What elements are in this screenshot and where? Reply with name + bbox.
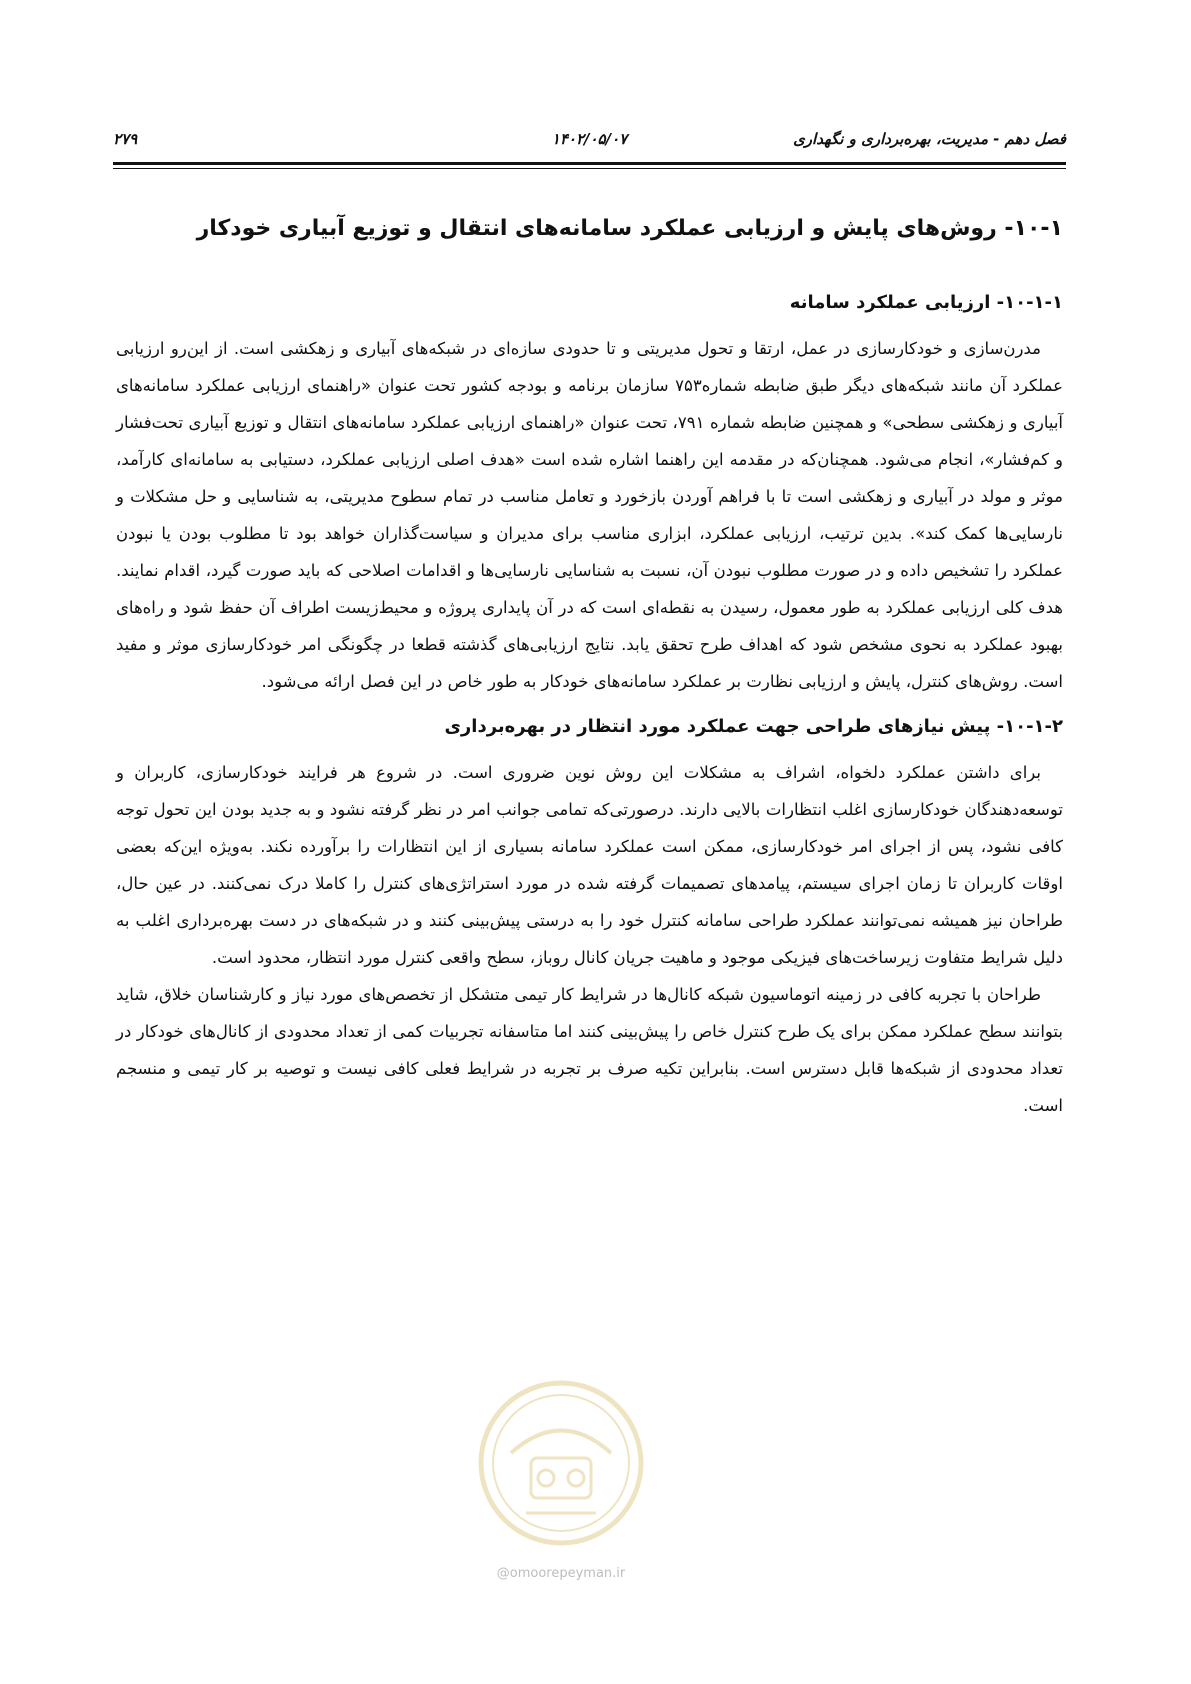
paragraph-1: مدرن‌سازی و خودکارسازی در عمل، ارتقا و تحول مدیریتی و تا حدودی سازه‌ای در شبکه‌های آبیاری و زهکشی است. از این‌رو ارزیابی عملکرد آن مانند شبکه‌های دیگر طبق ضابطه شماره۷۵۳ سازمان برنامه و بودجه کشور تحت عنوان «راهنمای ارزیابی عملکرد سامانه‌های آبیاری و زهکشی سطحی» و همچنین ضابطه شماره ۷۹۱، تحت عنوان «راهنمای ارزیابی عملکرد سامانه‌های انتقال و توزیع آبیاری تحت‌فشار و کم‌فشار»، انجام می‌شود. همچنان‌که در مقدمه این راهنما اشاره شده است «هدف اصلی ارزیابی عملکرد، دستیابی به سامانه‌ای کارآمد، موثر و مولد در آبیاری و زهکشی است تا با فراهم آوردن بازخورد و تعامل مناسب در تمام سطوح مدیریتی، به شناسایی و حل مشکلات و نارسایی‌ها کمک کند». بدین ترتیب، ارزیابی عملکرد، ابزاری مناسب برای مدیران و سیاست‌گذاران خواهد بود تا مطلوب بودن یا نبودن عملکرد را تشخیص داده و در صورت مطلوب نبودن آن، نسبت به شناسایی نارسایی‌ها و اقدامات اصلاحی که باید صورت گیرد، اقدام نمایند. هدف کلی ارزیابی عملکرد به طور معمول، رسیدن به نقطه‌ای است که در آن پایداری پروژه و محیط‌زیست اطراف آن حفظ شود و راه‌های بهبود عملکرد به نحوی مشخص شود که اهداف طرح تحقق یابد. نتایج ارزیابی‌های گذشته قطعا در چگونگی امر خودکارسازی موثر و مفید است. روش‌های کنترل، پایش و ارزیابی نظارت بر عملکرد سامانه‌های خودکار به طور خاص در این فصل ارائه می‌شود.	[116, 339, 1063, 691]
subsection-heading-1: ۱۰-۱-۱- ارزیابی عملکرد سامانه	[789, 292, 1063, 313]
page-number: ۲۷۹	[113, 130, 138, 148]
chapter-title: فصل دهم - مدیریت، بهره‌برداری و نگهداری	[793, 130, 1066, 148]
header-date: ۱۴۰۲/۰۵/۰۷	[551, 130, 628, 148]
page-body	[116, 210, 1063, 1124]
running-header	[113, 126, 1066, 154]
header-rule-thick	[113, 162, 1066, 165]
header-rule-thin	[113, 168, 1066, 169]
paragraph-3: طراحان با تجربه کافی در زمینه اتوماسیون شبکه کانال‌ها در شرایط کار تیمی متشکل از تخصص‌های مورد نیاز و کارشناسان خلاق، شاید بتوانند سطح عملکرد ممکن برای یک طرح کنترل خاص را پیش‌بینی کنند اما متاسفانه تجربیات کمی از تعداد محدودی از کانال‌های خودکار در تعداد محدودی از شبکه‌ها قابل دسترس است. بنابراین تکیه صرف بر تجربه در شرایط فعلی کافی نیست و توصیه بر کار تیمی و منسجم است.	[116, 985, 1063, 1115]
paragraph-2: برای داشتن عملکرد دلخواه، اشراف به مشکلات این روش نوین ضروری است. در شروع هر فرایند خودکارسازی، کاربران و توسعه‌دهندگان خودکارسازی اغلب انتظارات بالایی دارند. درصورتی‌که تمامی جوانب امر در نظر گرفته نشود و به جدید بودن این تحول توجه کافی نشود، پس از اجرای امر خودکارسازی، ممکن است عملکرد سامانه بسیاری از این انتظارات را برآورده نکند. به‌ویژه این‌که بعضی اوقات کاربران تا زمان اجرای سیستم، پیامدهای تصمیمات گرفته شده در مورد استراتژی‌های کنترل را کاملا درک نمی‌کنند. در عین حال، طراحان نیز همیشه نمی‌توانند عملکرد طراحی سامانه کنترل خود را به درستی پیش‌بینی کنند و در شبکه‌های در دست بهره‌برداری اغلب به دلیل شرایط متفاوت زیرساخت‌های فیزیکی موجود و ماهیت جریان کانال روباز، سطح واقعی کنترل مورد انتظار، محدود است.	[116, 763, 1063, 967]
section-heading: ۱۰-۱- روش‌های پایش و ارزیابی عملکرد سامانه‌های انتقال و توزیع آبیاری خودکار	[196, 216, 1063, 241]
subsection-heading-2: ۱۰-۱-۲- پیش نیازهای طراحی جهت عملکرد مورد انتظار در بهره‌برداری	[444, 716, 1063, 737]
watermark-seal-icon	[476, 1378, 646, 1548]
watermark-site: @omoorepeyman.ir	[496, 1566, 626, 1581]
